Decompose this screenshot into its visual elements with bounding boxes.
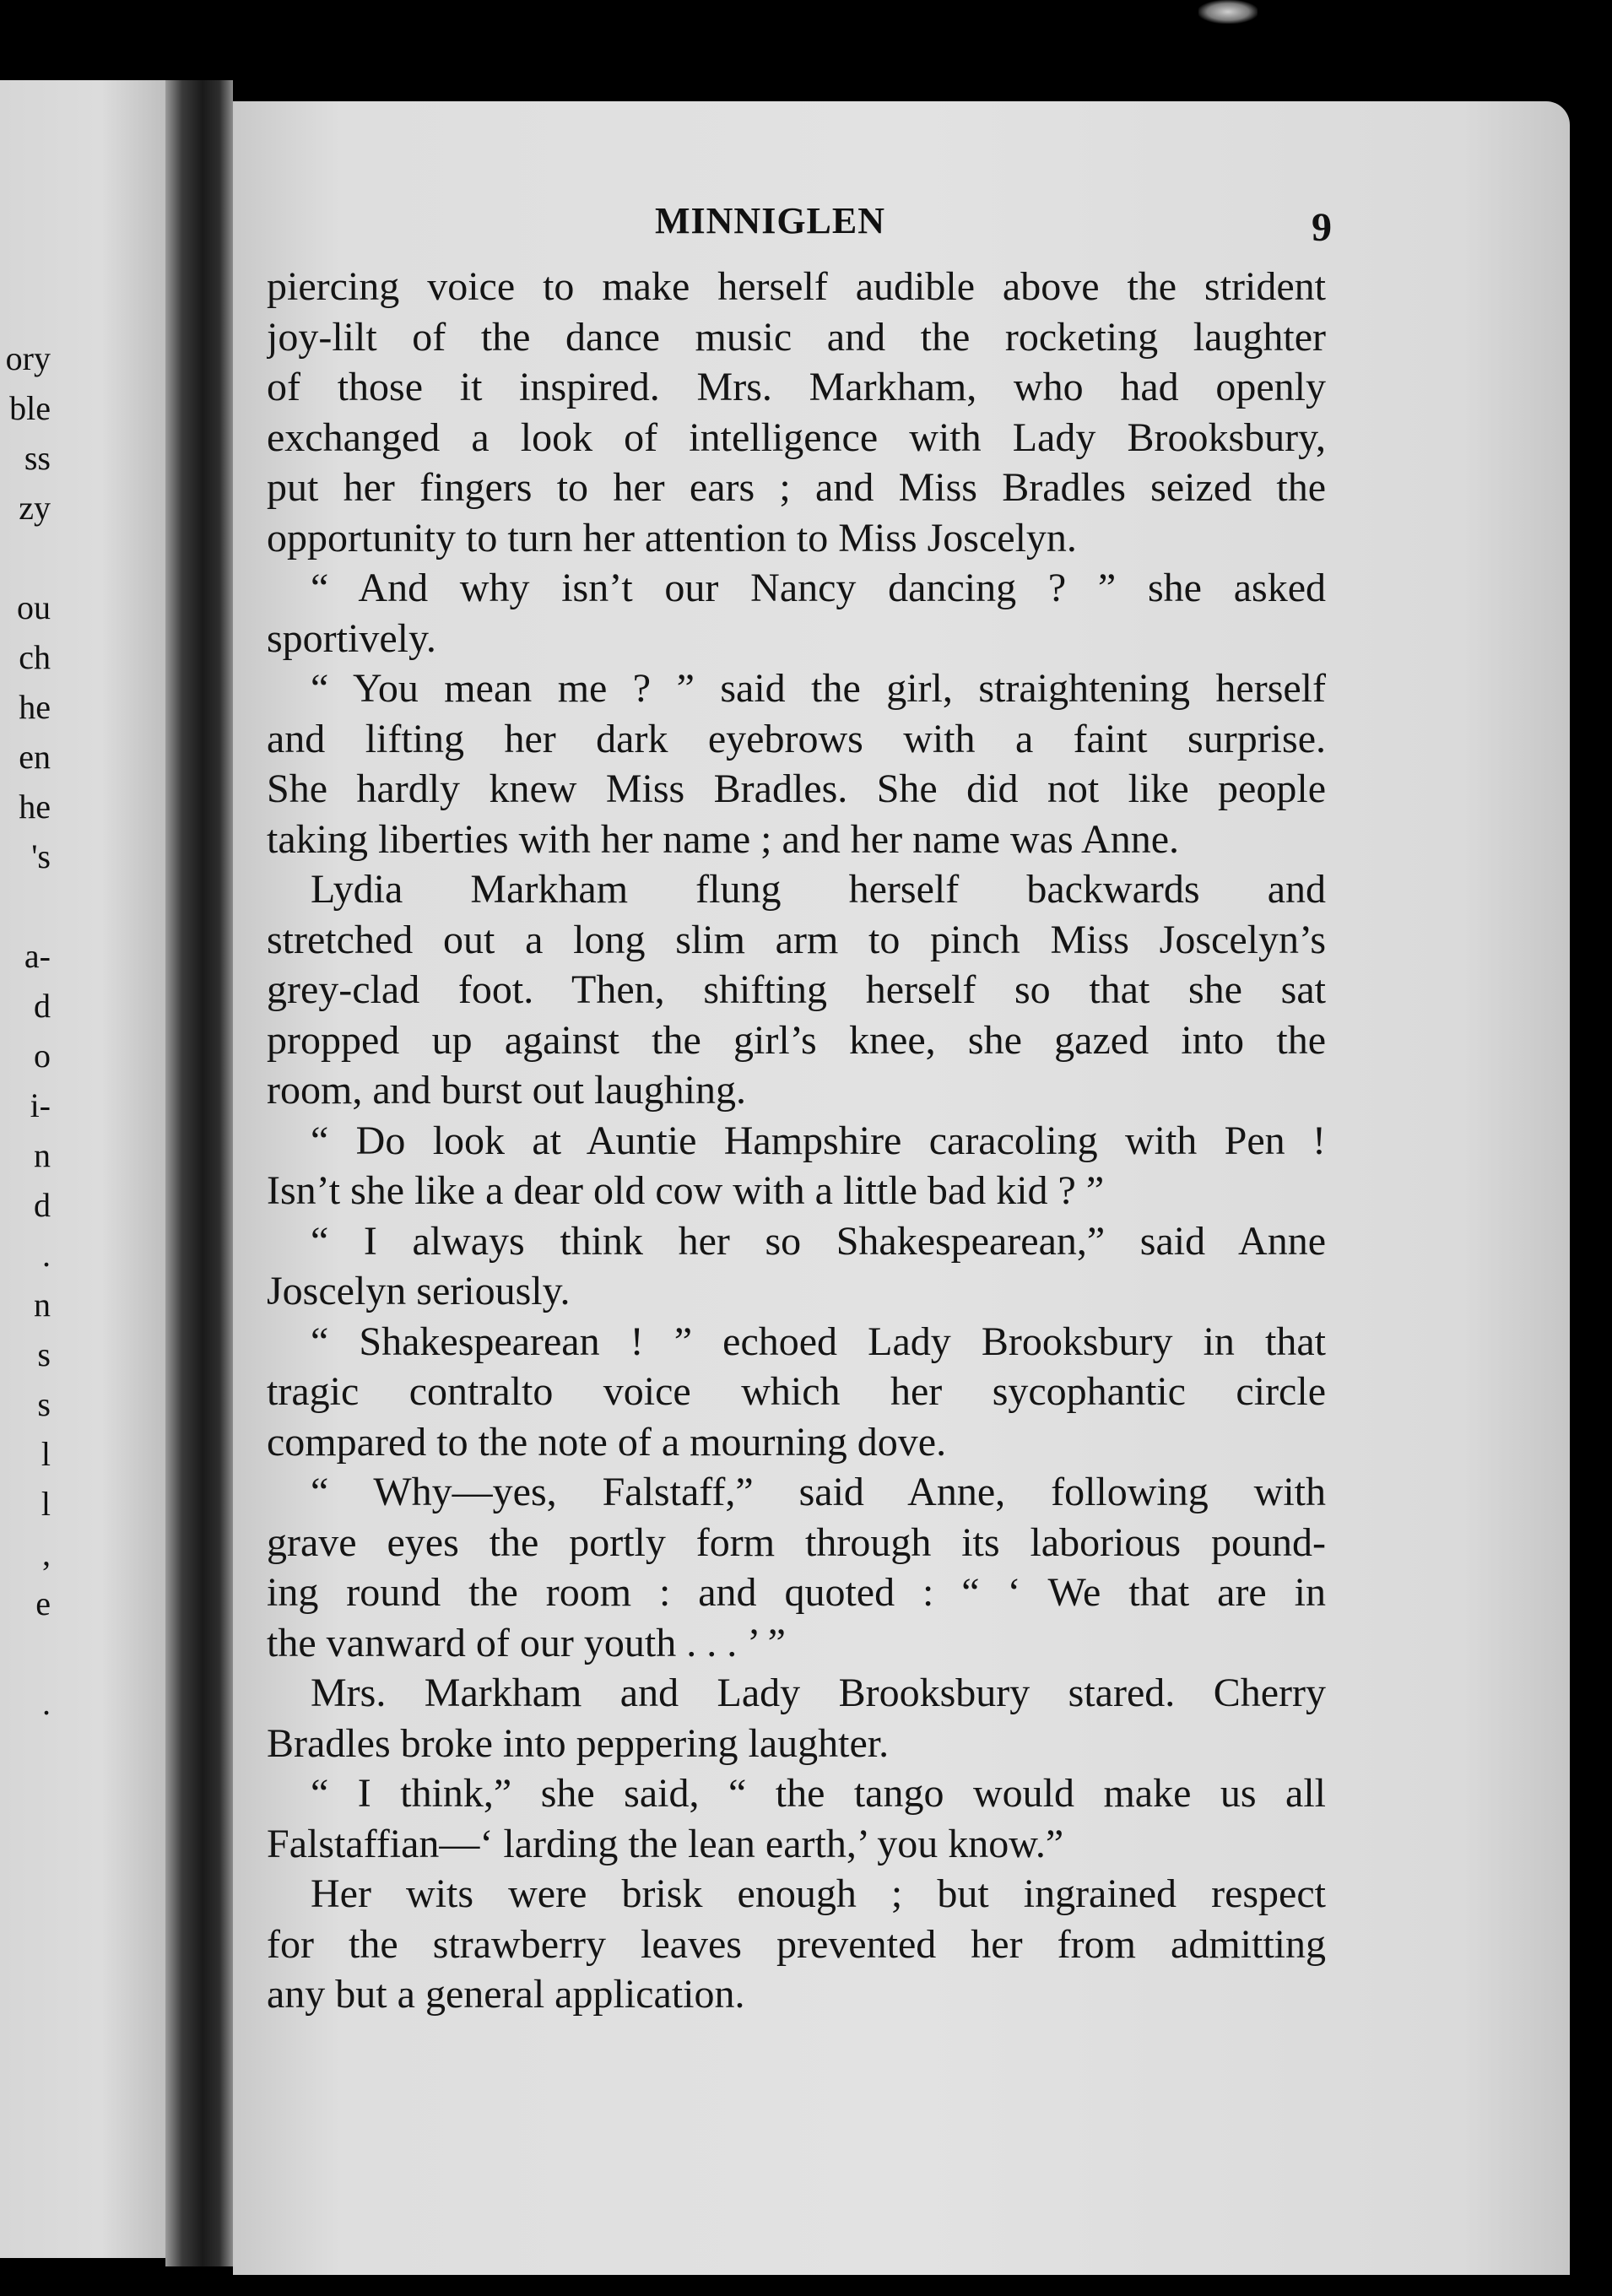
text-line: any but a general application. <box>267 1972 745 2017</box>
previous-page-fragment: ory <box>5 339 51 377</box>
previous-page-text-fragments <box>0 333 51 1778</box>
text-line: and lifting her dark eyebrows with a faint surprise. <box>267 716 1326 761</box>
paragraph <box>267 1768 1326 1869</box>
text-line: of those it inspired. Mrs. Markham, who had openly <box>267 365 1326 409</box>
page-number: 9 <box>1312 205 1332 250</box>
previous-page-fragment: d <box>34 987 51 1025</box>
running-head: MINNIGLEN <box>655 200 886 241</box>
text-line: Isn’t she like a dear old cow with a little bad kid ? ” <box>267 1168 1105 1213</box>
text-line: “ I think,” she said, “ the tango would make us all <box>311 1771 1326 1816</box>
text-line: She hardly knew Miss Bradles. She did not like people <box>267 766 1326 811</box>
text-line: “ Do look at Auntie Hampshire caracoling with Pen ! <box>311 1118 1326 1163</box>
previous-page-fragment: n <box>34 1286 51 1324</box>
book-page <box>233 101 1570 2275</box>
text-line: Falstaffian—‘ larding the lean earth,’ you know.” <box>267 1821 1064 1866</box>
text-line: propped up against the girl’s knee, she gazed into the <box>267 1017 1326 1063</box>
scan-artifact <box>1198 0 1258 24</box>
text-line: “ I always think her so Shakespearean,” said Anne <box>311 1218 1326 1264</box>
previous-page-fragment: he <box>19 688 51 726</box>
text-line: sportively. <box>267 615 436 661</box>
text-line: the vanward of our youth . . . ’ ” <box>267 1620 786 1665</box>
previous-page-edge <box>0 80 169 2258</box>
text-line: grave eyes the portly form through its laborious pound- <box>267 1519 1326 1565</box>
text-line: piercing voice to make herself audible above the strident <box>267 264 1326 309</box>
previous-page-fragment: zy <box>19 489 51 527</box>
paragraph <box>267 262 1326 563</box>
text-line: “ Shakespearean ! ” echoed Lady Brooksbury in that <box>311 1319 1326 1364</box>
previous-page-fragment: l <box>41 1435 51 1473</box>
previous-page-fragment <box>0 1628 51 1678</box>
previous-page-fragment <box>0 1728 51 1778</box>
text-line: exchanged a look of intelligence with Lady Brooksbury, <box>267 414 1326 460</box>
paragraph <box>267 864 1326 1116</box>
previous-page-fragment: ch <box>19 638 51 676</box>
text-line: Bradles broke into peppering laughter. <box>267 1720 890 1766</box>
text-line: “ You mean me ? ” said the girl, straightening herself <box>311 666 1326 711</box>
previous-page-fragment: s <box>37 1385 51 1423</box>
text-line: taking liberties with her name ; and her name was Anne. <box>267 816 1180 862</box>
paragraph <box>267 563 1326 663</box>
text-line: grey-clad foot. Then, shifting herself so that she sat <box>267 967 1326 1012</box>
text-line: for the strawberry leaves prevented her from admitting <box>267 1921 1326 1967</box>
paragraph <box>267 1869 1326 2020</box>
previous-page-fragment: en <box>19 738 51 776</box>
paragraph <box>267 1216 1326 1317</box>
previous-page-fragment: a- <box>24 937 51 975</box>
text-line: “ And why isn’t our Nancy dancing ? ” she asked <box>311 566 1326 610</box>
previous-page-fragment: , <box>42 1535 51 1573</box>
previous-page-fragment: ble <box>9 389 51 427</box>
text-line: tragic contralto voice which her sycophantic circle <box>267 1369 1326 1414</box>
previous-page-fragment: i- <box>30 1086 51 1124</box>
paragraph <box>267 1668 1326 1768</box>
previous-page-fragment: l <box>41 1485 51 1523</box>
text-line: Joscelyn seriously. <box>267 1269 571 1313</box>
previous-page-fragment: s <box>37 1335 51 1373</box>
previous-page-fragment: e <box>35 1584 51 1622</box>
book-gutter <box>165 80 233 2266</box>
text-line: “ Why—yes, Falstaff,” said Anne, following with <box>311 1470 1326 1514</box>
previous-page-fragment <box>0 533 51 582</box>
paragraph <box>267 1317 1326 1468</box>
text-line: joy-lilt of the dance music and the rocketing laughter <box>267 314 1326 360</box>
text-line: room, and burst out laughing. <box>267 1068 746 1113</box>
text-line: ing round the room : and quoted : “ ‘ We that are in <box>267 1570 1326 1615</box>
text-line: put her fingers to her ears ; and Miss Bradles seized the <box>267 465 1326 510</box>
previous-page-fragment: o <box>34 1037 51 1075</box>
text-line: compared to the note of a mourning dove. <box>267 1419 947 1465</box>
paragraph <box>267 663 1326 864</box>
body-text <box>267 262 1326 2020</box>
paragraph <box>267 1467 1326 1668</box>
previous-page-fragment: d <box>34 1186 51 1224</box>
text-line: Lydia Markham flung herself backwards and <box>311 867 1326 912</box>
previous-page-fragment: . <box>42 1684 51 1722</box>
previous-page-fragment: he <box>19 788 51 826</box>
previous-page-fragment: . <box>42 1236 51 1274</box>
previous-page-fragment <box>0 881 51 931</box>
previous-page-fragment: n <box>34 1136 51 1174</box>
text-line: Mrs. Markham and Lady Brooksbury stared. Cherry <box>311 1671 1326 1715</box>
previous-page-fragment: ou <box>17 588 51 626</box>
text-line: Her wits were brisk enough ; but ingrained respect <box>311 1871 1326 1916</box>
previous-page-fragment: 's <box>31 837 51 875</box>
previous-page-fragment: ss <box>24 439 51 477</box>
paragraph <box>267 1116 1326 1216</box>
text-line: opportunity to turn her attention to Miss Joscelyn. <box>267 515 1077 560</box>
text-line: stretched out a long slim arm to pinch Miss Joscelyn’s <box>267 917 1326 962</box>
